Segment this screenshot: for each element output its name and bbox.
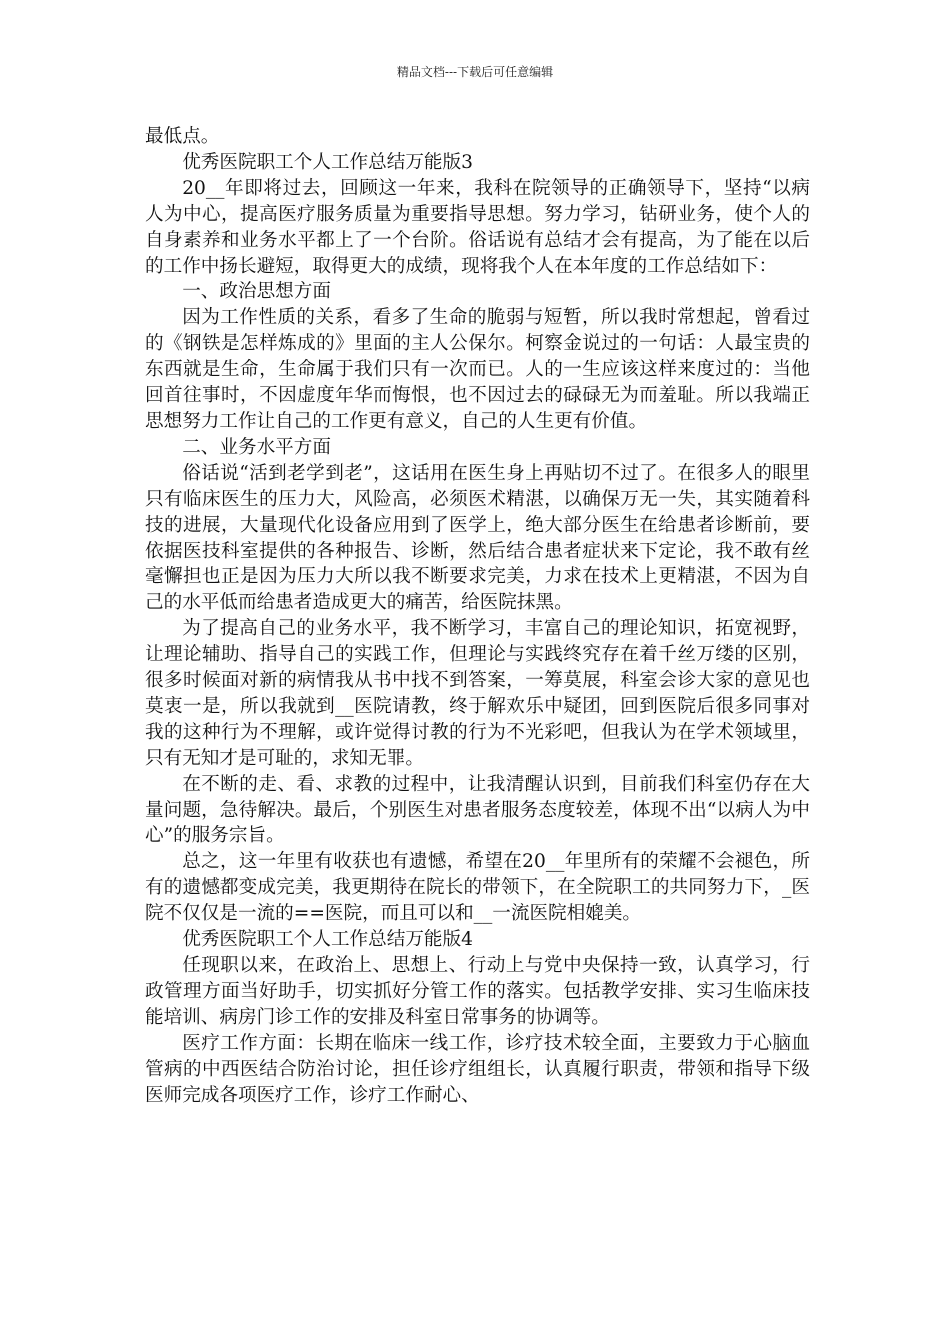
section-title-3: 优秀医院职工个人工作总结万能版3: [182, 151, 473, 173]
page-header: 精品文档---下载后可任意编辑: [396, 65, 554, 79]
paragraph-medical: 医疗工作方面：长期在临床一线工作，诊疗技术较全面，主要致力于心脑血管病的中西医结合防治讨论，担任诊疗组组长，认真履行职责，带领和指导下级医师完成各项医疗工作，诊疗工作耐心、: [145, 1032, 810, 1106]
paragraph-problems: 在不断的走、看、求教的过程中，让我清醒认识到，目前我们科室仍存在大量问题，急待解决。最后，个别医生对患者服务态度较差，体现不出“以病人为中心”的服务宗旨。: [145, 773, 810, 847]
document-body: [145, 124, 810, 1108]
paragraph-summary: 总之，这一年里有收获也有遗憾，希望在20__年里所有的荣耀不会褪色，所有的遗憾都变成完美，我更期待在院长的带领下，在全院职工的共同努力下，_医院不仅仅是一流的==医院，而且可以和__一流医院相媲美。: [145, 851, 810, 925]
section-title-4: 优秀医院职工个人工作总结万能版4: [182, 929, 473, 951]
paragraph-professional: 俗话说“活到老学到老”，这话用在医生身上再贴切不过了。在很多人的眼里只有临床医生的压力大，风险高，必须医术精湛，以确保万无一失，其实随着科技的进展，大量现代化设备应用到了医学上，绝大部分医生在给患者诊断前，要依据医技科室提供的各种报告、诊断，然后结合患者症状来下定论，我不敢有丝毫懈担也正是因为压力大所以我不断要求完美，力求在技术上更精湛，不因为自己的水平低而给患者造成更大的痛苦，给医院抹黑。: [145, 462, 810, 614]
paragraph-intro: 20__年即将过去，回顾这一年来，我科在院领导的正确领导下，坚持“以病人为中心，提高医疗服务质量为重要指导思想。努力学习，钻研业务，使个人的自身素养和业务水平都上了一个台阶。俗话说有总结才会有提高，为了能在以后的工作中扬长避短，取得更大的成绩，现将我个人在本年度的工作总结如下：: [145, 177, 810, 277]
paragraph-study: 为了提高自己的业务水平，我不断学习，丰富自己的理论知识，拓宽视野，让理论辅助、指导自己的实践工作，但理论与实践终究存在着千丝万缕的区别，很多时候面对新的病情我从书中找不到答案，一筹莫展，科室会诊大家的意见也莫衷一是，所以我就到__医院请教，终于解欢乐中疑团，回到医院后很多同事对我的这种行为不理解，或许觉得讨教的行为不光彩吧，但我认为在学术领域里，只有无知才是可耻的，求知无罪。: [145, 618, 810, 769]
heading-professional: 二、业务水平方面: [182, 436, 331, 458]
heading-political: 一、政治思想方面: [182, 281, 331, 303]
paragraph-continuation: 最低点。: [145, 126, 220, 147]
paragraph-political: 因为工作性质的关系，看多了生命的脆弱与短暂，所以我时常想起，曾看过的《钢铁是怎样炼成的》里面的主人公保尔。柯察金说过的一句话：人最宝贵的东西就是生命，生命属于我们只有一次而已。人的一生应该这样来度过的：当他回首往事时，不因虚度年华而悔恨，也不因过去的碌碌无为而羞耻。所以我端正思想努力工作让自己的工作更有意义，自己的人生更有价值。: [145, 307, 810, 432]
paragraph-position: 任现职以来，在政治上、思想上、行动上与党中央保持一致，认真学习，行政管理方面当好助手，切实抓好分管工作的落实。包括教学安排、实习生临床技能培训、病房门诊工作的安排及科室日常事务的协调等。: [145, 955, 810, 1028]
